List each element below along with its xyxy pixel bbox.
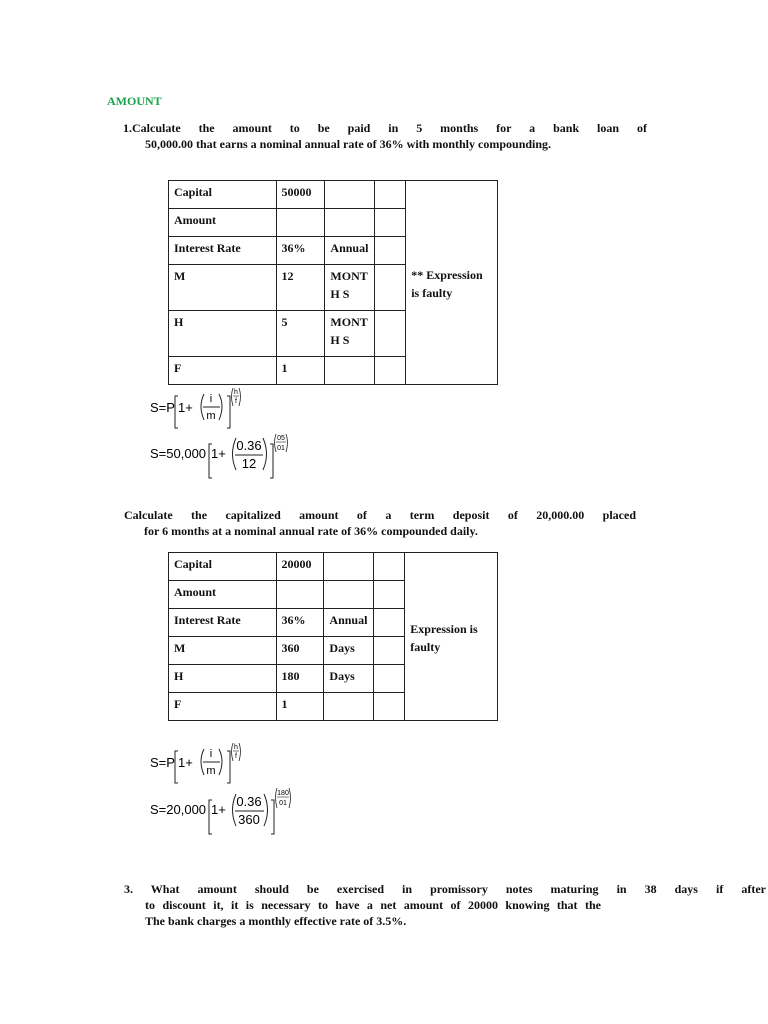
- table-1: [168, 180, 498, 385]
- right-bracket: [227, 396, 230, 428]
- formula-lhs: S=50,000: [150, 446, 207, 461]
- formula-1-specific: [148, 432, 308, 482]
- fraction-den: m: [206, 765, 216, 777]
- row-label: Capital: [169, 553, 277, 581]
- empty-cell: [374, 665, 405, 693]
- formula-one: 1+: [211, 446, 226, 461]
- right-paren: [264, 794, 268, 826]
- row-value: 180: [276, 665, 324, 693]
- exp-num: h: [234, 389, 238, 396]
- section-title: AMOUNT: [107, 94, 162, 108]
- row-label: Interest Rate: [169, 609, 277, 637]
- empty-cell: [375, 209, 406, 237]
- table-2: [168, 552, 498, 721]
- exp-right-paren: [289, 788, 291, 808]
- problem-3-line-1: 3. What amount should be exercised in promissory notes maturing in 38 days if after: [124, 882, 766, 896]
- row-unit: [325, 357, 375, 385]
- problem-3-text: [124, 881, 766, 929]
- row-value: 12: [276, 265, 325, 311]
- fraction-num: 0.36: [236, 794, 262, 809]
- exp-den: f: [235, 753, 237, 760]
- row-unit: [324, 693, 374, 721]
- row-value: 20000: [276, 553, 324, 581]
- row-unit: Annual: [325, 237, 375, 265]
- row-unit: [324, 553, 374, 581]
- note-cell: Expression is faulty: [405, 553, 498, 721]
- empty-cell: [375, 265, 406, 311]
- table-row: [169, 181, 498, 209]
- row-unit: MONTH S: [325, 265, 375, 311]
- row-value: 1: [276, 357, 325, 385]
- row-label: Capital: [169, 181, 277, 209]
- row-label: F: [169, 357, 277, 385]
- row-value: 50000: [276, 181, 325, 209]
- right-paren: [263, 438, 267, 470]
- exp-den: 01: [279, 800, 287, 807]
- row-unit: [325, 181, 375, 209]
- row-value: [276, 581, 324, 609]
- exp-num: h: [234, 744, 238, 751]
- row-value: 36%: [276, 237, 325, 265]
- row-label: M: [169, 265, 277, 311]
- formula-lhs: S=20,000: [150, 802, 207, 817]
- fraction-den: 12: [241, 456, 257, 471]
- problem-3-line-3: The bank charges a monthly effective rate of 3.5%.: [145, 914, 407, 928]
- exp-den: f: [235, 398, 237, 405]
- problem-1-line-1: 1.Calculate the amount to be paid in 5 months for a bank loan of: [123, 121, 647, 135]
- formula-one: 1+: [178, 400, 193, 415]
- exp-right-paren: [239, 388, 241, 406]
- row-label: Amount: [169, 209, 277, 237]
- row-unit: [325, 209, 375, 237]
- problem-1-text: [123, 120, 647, 152]
- row-label: Interest Rate: [169, 237, 277, 265]
- fraction-num: i: [209, 393, 213, 405]
- exp-left-paren: [275, 434, 277, 452]
- empty-cell: [375, 237, 406, 265]
- row-label: Amount: [169, 581, 277, 609]
- exp-num: 05: [277, 435, 285, 442]
- row-unit: [324, 581, 374, 609]
- formula-one: 1+: [178, 755, 193, 770]
- row-value: 5: [276, 311, 325, 357]
- row-unit: Days: [324, 637, 374, 665]
- empty-cell: [375, 181, 406, 209]
- problem-2-text: [124, 507, 636, 539]
- empty-cell: [374, 637, 405, 665]
- empty-cell: [375, 357, 406, 385]
- fraction-num: 0.36: [236, 438, 262, 453]
- fraction-den: m: [206, 410, 216, 422]
- empty-cell: [374, 553, 405, 581]
- row-unit: Days: [324, 665, 374, 693]
- fraction-num: i: [209, 748, 213, 760]
- row-value: 360: [276, 637, 324, 665]
- formula-one: 1+: [211, 802, 226, 817]
- problem-3-line-2: to discount it, it is necessary to have a net amount of 20000 knowing that the: [145, 898, 601, 912]
- exp-right-paren: [286, 434, 288, 452]
- formula-lhs: S=P: [150, 400, 175, 415]
- exp-num: 180: [277, 790, 289, 797]
- row-unit: Annual: [324, 609, 374, 637]
- problem-2-line-1: Calculate the capitalized amount of a term deposit of 20,000.00 placed: [124, 508, 636, 522]
- row-label: F: [169, 693, 277, 721]
- table-row: [169, 553, 498, 581]
- row-value: 1: [276, 693, 324, 721]
- row-value: [276, 209, 325, 237]
- fraction-den: 360: [238, 812, 260, 827]
- empty-cell: [374, 581, 405, 609]
- exp-right-paren: [239, 743, 241, 761]
- row-value: 36%: [276, 609, 324, 637]
- empty-cell: [374, 693, 405, 721]
- formula-lhs: S=P: [150, 755, 175, 770]
- problem-2-line-2: for 6 months at a nominal annual rate of 36% compounded daily.: [144, 524, 478, 538]
- formula-2-general: [148, 741, 258, 787]
- row-unit: MONTH S: [325, 311, 375, 357]
- formula-1-general: [148, 386, 258, 432]
- note-cell: ** Expression is faulty: [406, 181, 498, 385]
- right-bracket: [227, 751, 230, 783]
- exp-den: 01: [277, 445, 285, 452]
- empty-cell: [374, 609, 405, 637]
- row-label: M: [169, 637, 277, 665]
- exp-left-paren: [232, 743, 234, 761]
- right-bracket: [271, 800, 274, 834]
- empty-cell: [375, 311, 406, 357]
- problem-1-line-2: 50,000.00 that earns a nominal annual rate of 36% with monthly compounding.: [145, 137, 552, 151]
- exp-left-paren: [232, 388, 234, 406]
- row-label: H: [169, 665, 277, 693]
- right-bracket: [270, 444, 273, 478]
- formula-2-specific: [148, 786, 318, 838]
- row-label: H: [169, 311, 277, 357]
